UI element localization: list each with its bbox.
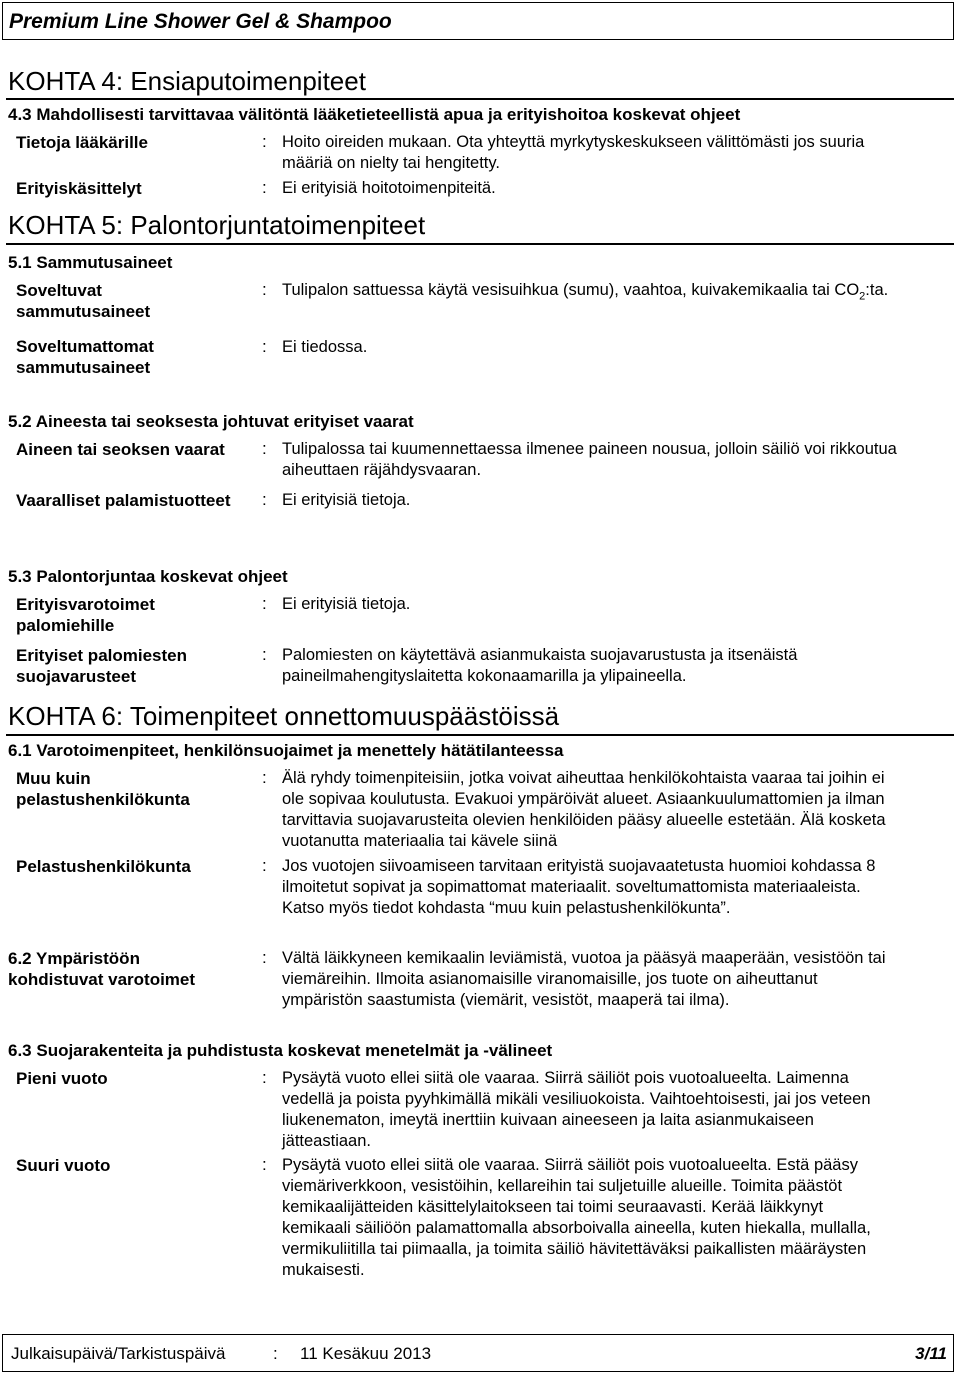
large-spill-value: Pysäytä vuoto ellei siitä ole vaaraa. Siirrä säiliöt pois vuotoalueelta. Estä pääsy viemäriverkkoon, vesistöihin, kellareihin tai suljetuille alueille. Toimita päästöt kemikaalijätteiden käsittelylaitokseen tai toimi seuraavasti. Kerää läikkynyt kemikaali säiliöön palamattomalla absorboivalla aineella, kuten hiekalla, mullalla, vermikuliitilla tai piimaalla, ja toimita säiliö hävitettäväksi paikallisten määräysten mukaisesti.: [282, 1156, 871, 1279]
section-divider: [6, 243, 954, 245]
firefighter-ppe-value: Palomiesten on käytettävä asianmukaista suojavarustusta ja itsenäistä paineilmahengityslaitetta kokonaamarilla ja ylipaineella.: [282, 646, 798, 685]
colon: :: [262, 490, 267, 509]
small-spill-value: Pysäytä vuoto ellei siitä ole vaaraa. Siirrä säiliöt pois vuotoalueelta. Laimenna vedellä ja poista pyyhkimällä mikäli vesiliuokoista. Vaihtoehtoisesti, jai jos veteen liukenematon, imeytä inerttiin kuivaan aineeseen ja laita asianmukaiseen jätteastiaan.: [282, 1069, 871, 1150]
revision-date-value: 11 Kesäkuu 2013: [300, 1344, 432, 1363]
unsuitable-media-value: Ei tiedossa.: [282, 338, 368, 356]
small-spill-label: Pieni vuoto: [16, 1069, 108, 1088]
special-treatment-value: Ei erityisiä hoitotoimenpiteitä.: [282, 179, 496, 197]
document-footer: [2, 1334, 954, 1372]
colon: :: [262, 280, 267, 299]
colon: :: [262, 132, 267, 151]
combustion-products-label: Vaaralliset palamistuotteet: [16, 491, 231, 510]
emergency-responders-label: Pelastushenkilökunta: [16, 857, 191, 876]
subsection-5-2-title: 5.2 Aineesta tai seoksesta johtuvat erityiset vaarat: [8, 412, 414, 431]
subsection-4-3-title: 4.3 Mahdollisesti tarvittavaa välitöntä lääketieteellistä apua ja erityishoitoa koskevat ohjeet: [8, 105, 741, 124]
subsection-6-1-title: 6.1 Varotoimenpiteet, henkilönsuojaimet ja menettely hätätilanteessa: [8, 741, 564, 760]
non-emergency-personnel-value: Älä ryhdy toimenpiteisiin, jotka voivat aiheuttaa henkilökohtaista vaaraa tai joihin ei ole sopivaa koulutusta. Evakuoi ympäröivät alueet. Asiaankuulumattomien ja ilman tarvittavia suojavarusteita olevien henkilöiden pääsy alueelle estetään. Älä kosketa vuotanutta materiaalia tai kävele siinä: [282, 769, 886, 850]
suitable-media-label: Soveltuvat sammutusaineet: [16, 281, 151, 321]
colon: :: [262, 178, 267, 197]
subsection-5-1-title: 5.1 Sammutusaineet: [8, 253, 173, 272]
unsuitable-media-label: Soveltumattomat sammutusaineet: [16, 337, 154, 377]
page-number: 3/11: [915, 1344, 947, 1363]
colon: :: [262, 856, 267, 875]
colon: :: [262, 948, 267, 967]
large-spill-label: Suuri vuoto: [16, 1156, 111, 1175]
colon: :: [262, 337, 267, 356]
environmental-precautions-value: Vältä läikkyneen kemikaalin leviämistä, vuotoa ja pääsyä maaperään, vesistöön tai viemäreihin. Ilmoita asianomaisille viranomaisille, jos tuote on aiheuttanut ympäristön saastumista (viemärit, vesistöt, maaperä tai ilma).: [282, 949, 886, 1009]
firefighter-ppe-label: Erityiset palomiesten suojavarusteet: [16, 646, 188, 686]
combustion-products-value: Ei erityisiä tietoja.: [282, 491, 411, 509]
revision-date-label: Julkaisupäivä/Tarkistuspäivä: [11, 1344, 226, 1363]
colon: :: [273, 1344, 278, 1363]
firefighter-precautions-value: Ei erityisiä tietoja.: [282, 595, 411, 613]
colon: :: [262, 439, 267, 458]
hazard-label: Aineen tai seoksen vaarat: [16, 440, 225, 459]
emergency-responders-value: Jos vuotojen siivoamiseen tarvitaan erityistä suojavaatetusta huomioi kohdassa 8 ilmoitetut sopivat ja sopimattomat materiaalit. soveltumattomista materiaaleista. Katso myös tiedot kohdasta “muu kuin pelastushenkilökunta”.: [282, 857, 876, 917]
firefighter-precautions-label: Erityisvarotoimet palomiehille: [16, 595, 155, 635]
colon: :: [262, 594, 267, 613]
physician-info-value: Hoito oireiden mukaan. Ota yhteyttä myrkytyskeskukseen välittömästi jos suuria määriä on nielty tai hengitetty.: [282, 133, 865, 172]
document-header: [2, 2, 954, 40]
colon: :: [262, 1068, 267, 1087]
subsection-5-3-title: 5.3 Palontorjuntaa koskevat ohjeet: [8, 567, 288, 586]
special-treatment-label: Erityiskäsittelyt: [16, 179, 142, 198]
colon: :: [262, 1155, 267, 1174]
suitable-media-value: Tulipalon sattuessa käytä vesisuihkua (sumu), vaahtoa, kuivakemikaalia tai $CO_2:ta$.: [282, 281, 889, 303]
section5-title: KOHTA 5: Palontorjuntatoimenpiteet: [8, 210, 426, 240]
section6-title: KOHTA 6: Toimenpiteet onnettomuuspäästöissä: [8, 701, 560, 731]
hazard-value: Tulipalossa tai kuumennettaessa ilmenee paineen nousua, jolloin säiliö voi rikkoutua aiheuttaen räjähdysvaaran.: [282, 440, 897, 479]
product-title: Premium Line Shower Gel & Shampoo: [9, 10, 392, 33]
colon: :: [262, 768, 267, 787]
section4-title: KOHTA 4: Ensiaputoimenpiteet: [8, 66, 366, 96]
environmental-precautions-label: 6.2 Ympäristöön kohdistuvat varotoimet: [8, 949, 196, 989]
subsection-6-3-title: 6.3 Suojarakenteita ja puhdistusta koskevat menetelmät ja -välineet: [8, 1041, 553, 1060]
section-divider: [6, 734, 954, 736]
non-emergency-personnel-label: Muu kuin pelastushenkilökunta: [16, 769, 190, 809]
section-divider: [6, 98, 954, 100]
physician-info-label: Tietoja lääkärille: [16, 133, 148, 152]
colon: :: [262, 645, 267, 664]
